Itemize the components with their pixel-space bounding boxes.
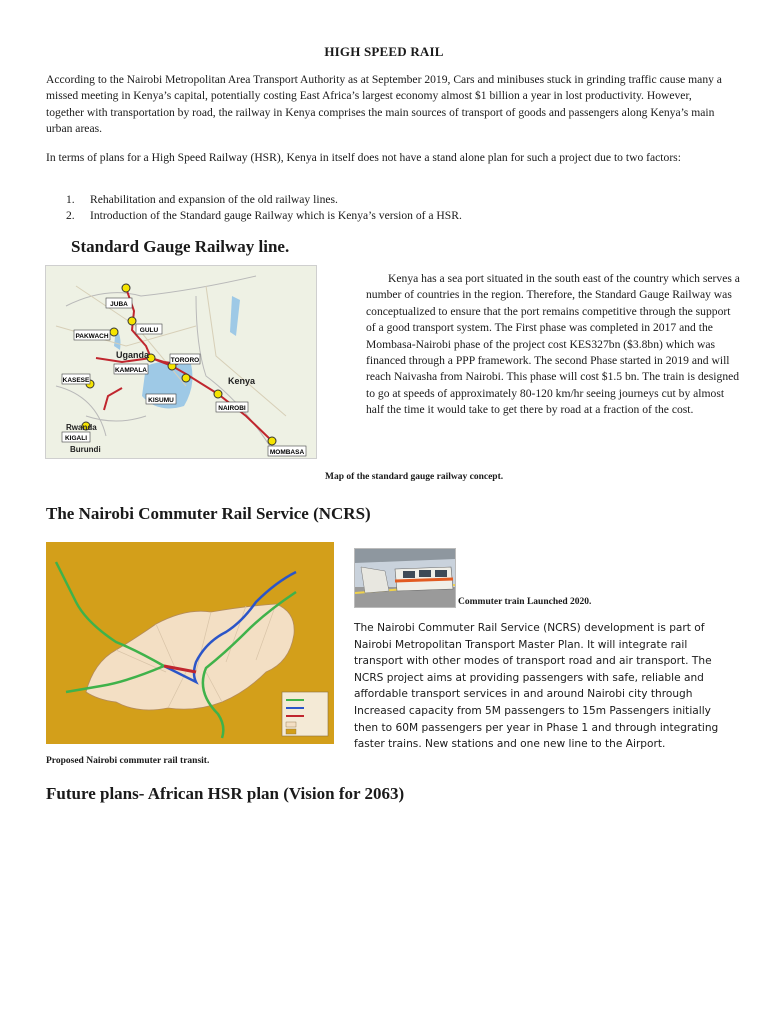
station-marker — [268, 437, 276, 445]
city-label-pakwach: PAKWACH — [75, 333, 109, 340]
sgr-heading: Standard Gauge Railway line. — [71, 237, 290, 256]
sgr-map — [45, 265, 317, 459]
train-caption: Commuter train Launched 2020. — [458, 597, 592, 607]
city-label-juba: JUBA — [110, 301, 128, 308]
ncrs-description: The Nairobi Commuter Rail Service (NCRS) development is part of Nairobi Metropolitan Transport Master Plan. It will integrate rail transport with other modes of transport road and air transport. The NCRS project aims at providing passengers with safe, reliable and affordable transport services in and around Nairobi city through Increased capacity from 5M passengers to 15m Passengers initially then to 60M passengers per year in Phase 1 and through integrating faster trains. New stations and one new line to the Airport. — [354, 622, 719, 751]
city-label-tororo: TORORO — [170, 357, 200, 364]
city-label-gulu: GULU — [139, 327, 159, 334]
ncrs-heading: The Nairobi Commuter Rail Service (NCRS) — [46, 504, 371, 523]
list-item-number: 1. — [66, 193, 75, 206]
list-item-text: Rehabilitation and expansion of the old railway lines. — [90, 193, 338, 206]
future-plans-heading: Future plans- African HSR plan (Vision for 2063) — [46, 784, 405, 803]
list-item-number: 2. — [66, 209, 75, 223]
country-label-uganda: Uganda — [116, 350, 150, 360]
city-label-mombasa: MOMBASA — [269, 449, 305, 456]
ncrs-map-caption: Proposed Nairobi commuter rail transit. — [46, 756, 210, 766]
list-item-text: Introduction of the Standard gauge Railway which is Kenya’s version of a HSR. — [90, 209, 462, 223]
country-label-kenya: Kenya — [228, 376, 256, 386]
page-title: HIGH SPEED RAIL — [324, 44, 444, 59]
sgr-map-graphic — [46, 266, 316, 458]
country-label-burundi: Burundi — [70, 445, 101, 454]
ncrs-map — [46, 542, 334, 744]
intro-paragraph: According to the Nairobi Metropolitan Area Transport Authority as at September 2019, Cars and minibuses stuck in grinding traffic cause many a missed meeting in Kenya’s capital, potentially costing East Africa’s largest economy almost $1 billion a year in lost productivity. However, together with transportation by road, the railway in Kenya comprises the main sources of transport of goods and passengers along Kenya’s main urban areas. — [46, 73, 722, 136]
sgr-description: Kenya has a sea port situated in the south east of the country which serves a number of countries in the region. Therefore, the Standard Gauge Railway was conceptualized to ensure that the port remains competitive through the support of a good transport system. The First phase was completed in 2017 and the Mombasa-Nairobi phase of the project cost KES327bn ($3.8bn) which was financed through a PPP framework. The second Phase started in 2019 and will reach Naivasha from Nairobi. This phase will cost $1.5 bn. The train is designed to go at speeds of approximately 80-120 km/hr seeing journeys cut by almost half the time it would take to get there by road at a fraction of the cost. — [366, 272, 740, 417]
city-label-nairobi: NAIROBI — [218, 405, 246, 412]
ncrs-map-graphic — [46, 542, 334, 744]
station-marker — [122, 284, 130, 292]
city-label-kampala: KAMPALA — [114, 367, 148, 374]
station-marker — [110, 328, 118, 336]
sgr-map-caption: Map of the standard gauge railway concept. — [325, 472, 504, 482]
list-item — [66, 192, 716, 208]
station-marker — [182, 374, 190, 382]
station-marker — [214, 390, 222, 398]
factors-paragraph: In terms of plans for a High Speed Railway (HSR), Kenya in itself does not have a stand alone plan for such a project due to two factors: — [46, 151, 681, 164]
city-label-kasese: KASESE — [62, 377, 90, 384]
list-item — [66, 208, 716, 224]
station-marker — [128, 317, 136, 325]
city-label-kisumu: KISUMU — [148, 397, 174, 404]
commuter-train-photo — [354, 548, 456, 608]
train-illustration — [355, 549, 455, 607]
city-label-kigali: KIGALI — [64, 435, 88, 442]
country-label-rwanda: Rwanda — [66, 423, 97, 432]
factors-list — [66, 192, 716, 225]
